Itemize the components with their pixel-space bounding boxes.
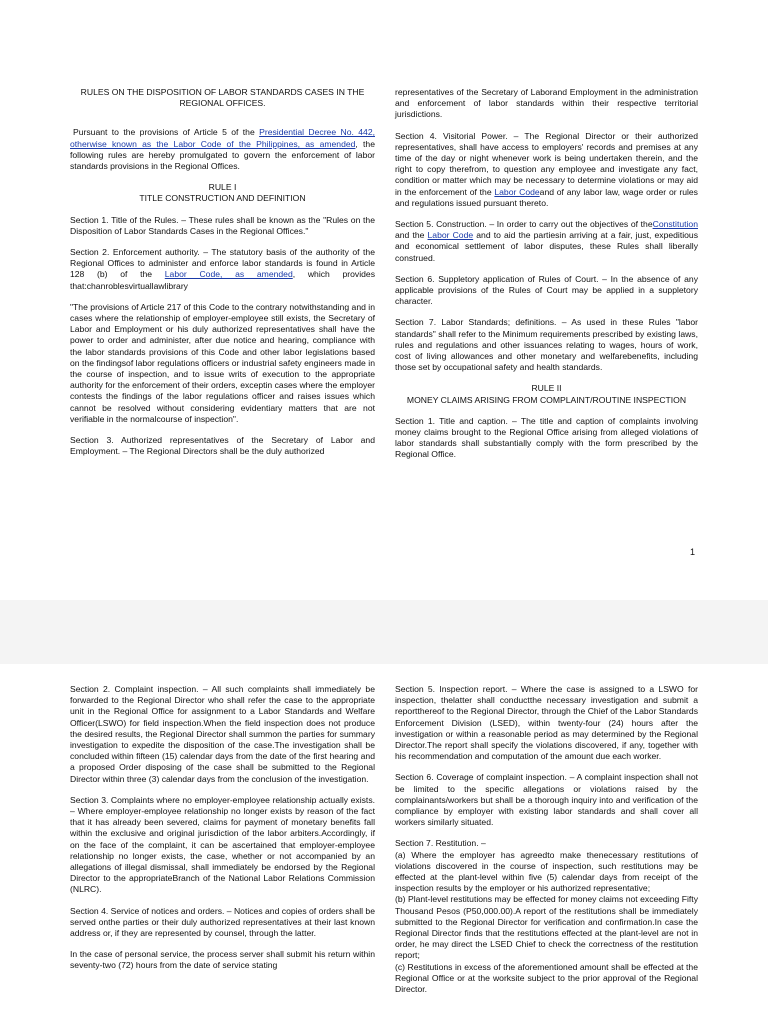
page-gap [0,600,768,664]
section-4-service-paragraph: Section 4. Service of notices and orders. – Notices and copies of orders shall be served onthe parties or their duly authorized representatives at their last known address or, if they are represented by counsel, through the latter. [70,905,375,939]
rule2-heading: RULE II [531,383,562,394]
section-5-inspection-report: Section 5. Inspection report. – Where the case is assigned to a LSWO for inspection, thelatter shall conductthe necessary investigation and submit a reportthereof to the Regional Director, through the Chief of the Labor Standards Enforcement Division (LSED), within twenty-four (24) hours after the investigation or within a reasonable period as may determined by the Regional Director.The report shall specify the violations discovered, if any, together with his recommendation and computation of the amount due each worker. [395,684,698,762]
section-6-paragraph: Section 6. Suppletory application of Rules of Court. – In the absence of any applicable provisions of the Rules of Court may be applied in a suppletory character. [395,273,698,307]
labor-code-link-2[interactable]: Labor Code [427,230,474,241]
page1-left-column [70,87,375,467]
section-3-paragraph: Section 3. Authorized representatives of the Secretary of Labor and Employment. – The Regional Directors shall be the duly authorized [70,435,375,457]
labor-code-amended-link[interactable]: Labor Code, as amended [164,269,293,280]
section-5-paragraph: Section 5. Construction. – In order to carry out the objectives of theConstitution and the Labor Code and to aid the partiesin arriving at a fair, just, expeditious and economical settlement of labor disputes, these Rules shall liberally construed. [395,219,698,263]
intro-paragraph: Pursuant to the provisions of Article 5 of the Presidential Decree No. 442, otherwise known as the Labor Code of the Philippines, as amended, the following rules are hereby promulgated to govern the enforcement of labor standards provisions in the Regional Offices. [70,127,375,172]
rule1-title: TITLE CONSTRUCTION AND DEFINITION [139,193,306,204]
section-3-no-relationship-paragraph: Section 3. Complaints where no employer-employee relationship actually exists. – Where employer-employee relationship no longer exists by reason of the fact that it has already been severed, claims for payment of monetary benefits fall within the exclusive and original jurisdiction of the labor arbiters.Accordingly, if on the face of the complaint, it can be ascertained that employer-employee relationship no longer exists, the case, whether or not accompanied by an allegations of illegal dismissal, shall immediately be endorsed by the Regional Director to the appropriateBranch of the National Labor Relations Commission (NLRC). [70,794,375,895]
page1-right-column [395,87,698,471]
section-4-paragraph: Section 4. Visitorial Power. – The Regional Director or their authorized representatives, shall have access to employers' records and premises at any time of the day or night whenever work is being undertaken therein, and the right to copy therefrom, to question any employee and investigate any fact, condition or matter which may be necessary to determine violations or may aid in the enforcement of the Labor Codeand of any labor law, wage order or rules and regulations issued pursuant thereto. [395,130,698,208]
restitution-item-c: (c) Restitutions in excess of the aforementioned amount shall be effected at the Regional Office or at the worksite subject to the prior approval of the Regional Director. [395,961,698,995]
section-2-complaint-paragraph: Section 2. Complaint inspection. – All such complaints shall immediately be forwarded to the Regional Director who shall refer the case to the appropriate unit in the Regional Office for assignment to a Labor Standards and Welfare Officer(LSWO) for field inspection.When the field inspection does not produce the desired results, the Regional Director shall summon the parties for summary investigation to expedite the disposition of the case.The investigation shall be concluded within fifteen (15) calendar days from the date of the first hearing and a proposed Order disposing of the case shall be submitted to the Regional Director within three (3) calendar days from the conclusion of the investigation. [70,684,375,784]
section-7-paragraph: Section 7. Labor Standards; definitions. – As used in these Rules "labor standards" shall refer to the Minimum requirements prescribed by existing laws, rules and regulations and other issuances relating to wages, hours of work, cost of living allowances and other monetary and welfarebenefits, including those set by occupational safety and health standards. [395,317,698,373]
page2-left-column [70,684,375,982]
rule1-heading: RULE I [208,182,237,193]
section-2-paragraph: Section 2. Enforcement authority. – The statutory basis of the authority of the Regional Offices to administer and enforce labor standards is found in Article 128 (b) of the Labor Code, as amended, which provides that:chanroblesvirtuallawlibrary [70,247,375,291]
article-quote-paragraph: "The provisions of Article 217 of this Code to the contrary notwithstanding and in cases where the relationship of employer-employee still exists, the Secretary of Labor and Employment or his duly authorized representatives shall have the power to order and administer, after due notice and hearing, compliance with the labor standards provisions of this Code and other labor legislations based on the findingsof labor regulations officers or industrial safety engineers made in the course of inspection, and to issue writs of execution to the appropriate authority for the enforcement of their orders, exceptin cases where the employer contests the findings of the labor regulations officer and raises issues which cannot be resolved without considering evidentiary matters that are not verifiable in the normalcourse of inspection". [70,301,375,424]
rule2-title: MONEY CLAIMS ARISING FROM COMPLAINT/ROUTINE INSPECTION [406,394,687,405]
presidential-decree-link[interactable]: Presidential Decree No. 442, otherwise known as the Labor Code of the Philippines, as amended [70,127,375,149]
page-number: 1 [690,547,696,557]
labor-code-link[interactable]: Labor Code [494,186,540,197]
document-title: RULES ON THE DISPOSITION OF LABOR STANDARDS CASES IN THE REGIONAL OFFICES. [80,87,365,109]
personal-service-paragraph: In the case of personal service, the process server shall submit his return within seventy-two (72) hours from the date of service stating [70,949,375,971]
restitution-item-b: (b) Plant-level restitutions may be effected for money claims not exceeding Fifty Thousand Pesos (P50,000.00).A report of the restitutions shall be immediately submitted to the Regional Director for verification and confirmation.In case the Regional Director finds that the restitutions effected at the plant-level are not in order, he may direct the LSED Chief to check the correctness of the restitution report; [395,894,698,961]
page2-right-column [395,684,698,995]
section-3-continuation: representatives of the Secretary of Laborand Employment in the administration and enforcement of labor standards within their respective territorial jurisdictions. [395,87,698,120]
section-1-paragraph: Section 1. Title of the Rules. – These rules shall be known as the "Rules on the Disposition of Labor Standards Cases in the Regional Offices." [70,214,375,236]
section-7-restitution-title: Section 7. Restitution. – [395,838,486,849]
rule2-section-1-paragraph: Section 1. Title and caption. – The title and caption of complaints involving money claims brought to the Regional Office arising from alleged violations of labor standards shall substantially comply with the form prescribed by the Regional Office. [395,415,698,460]
restitution-item-a: (a) Where the employer has agreedto make thenecessary restitutions of violations discovered in the course of inspection, such restitutions may be effected at the plant-level within five (5) calendar days from receipt of the inspection results by the employer or his authorized representative; [395,849,698,894]
section-6-coverage: Section 6. Coverage of complaint inspection. – A complaint inspection shall not be limited to the specific allegations or violations raised by the complainants/workers but shall be a thorough inquiry into and verification of the compliance by employer with existing labor standards and shall cover all workers similarly situated. [395,772,698,828]
constitution-link[interactable]: Constitution [652,219,698,230]
